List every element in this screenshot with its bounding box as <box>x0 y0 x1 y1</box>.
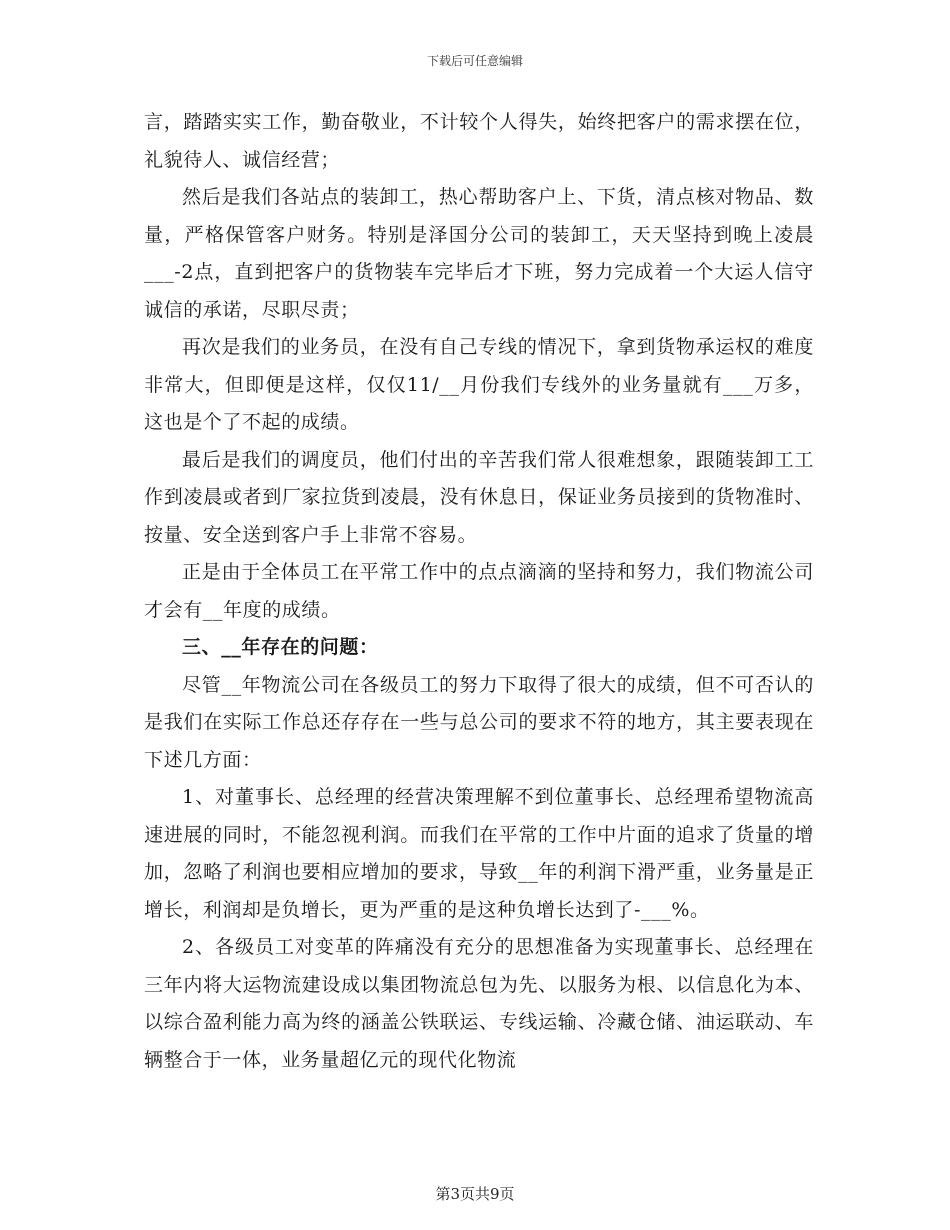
section-heading: 三、__年存在的问题： <box>182 636 379 658</box>
paragraph-9: 2、各级员工对变革的阵痛没有充分的思想准备为实现董事长、总经理在三年内将大运物流建设成以集团物流总包为先、以服务为根、以信息化为本、以综合盈利能力高为终的涵盖公铁联运、专线运输、冷藏仓储、油运联动、车辆整合于一体，业务量超亿元的现代化物流 <box>144 936 814 1071</box>
paragraph-1: 言，踏踏实实工作，勤奋敬业，不计较个人得失，始终把客户的需求摆在位，礼貌待人、诚信经营； <box>144 111 814 171</box>
paragraph-5: 正是由于全体员工在平常工作中的点点滴滴的坚持和努力，我们物流公司才会有__年度的成绩。 <box>144 561 814 621</box>
paragraph-4: 最后是我们的调度员，他们付出的辛苦我们常人很难想象，跟随装卸工工作到凌晨或者到厂家拉货到凌晨，没有休息日，保证业务员接到的货物准时、按量、安全送到客户手上非常不容易。 <box>144 448 814 546</box>
paragraph-7: 尽管__年物流公司在各级员工的努力下取得了很大的成绩，但不可否认的是我们在实际工作总还存存在一些与总公司的要求不符的地方，其主要表现在下述几方面： <box>144 673 814 771</box>
paragraph-3: 再次是我们的业务员，在没有自己专线的情况下，拿到货物承运权的难度非常大，但即便是这样，仅仅11/__月份我们专线外的业务量就有___万多，这也是个了不起的成绩。 <box>144 336 814 433</box>
paragraph-2: 然后是我们各站点的装卸工，热心帮助客户上、下货，清点核对物品、数量，严格保管客户财务。特别是泽国分公司的装卸工，天天坚持到晚上凌晨___-2点，直到把客户的货物装车完毕后才下班，努力完成着一个大运人信守诚信的承诺，尽职尽责； <box>144 186 814 321</box>
page-header: 下载后可任意编辑 <box>426 54 523 68</box>
paragraph-8: 1、对董事长、总经理的经营决策理解不到位董事长、总经理希望物流高速进展的同时，不能忽视利润。而我们在平常的工作中片面的追求了货量的增加，忽略了利润也要相应增加的要求，导致__年的利润下滑严重，业务量是正增长，利润却是负增长，更为严重的是这种负增长达到了-___%。 <box>144 786 814 921</box>
page-footer: 第3页共9页 <box>435 1185 515 1203</box>
document-body <box>144 104 814 1079</box>
